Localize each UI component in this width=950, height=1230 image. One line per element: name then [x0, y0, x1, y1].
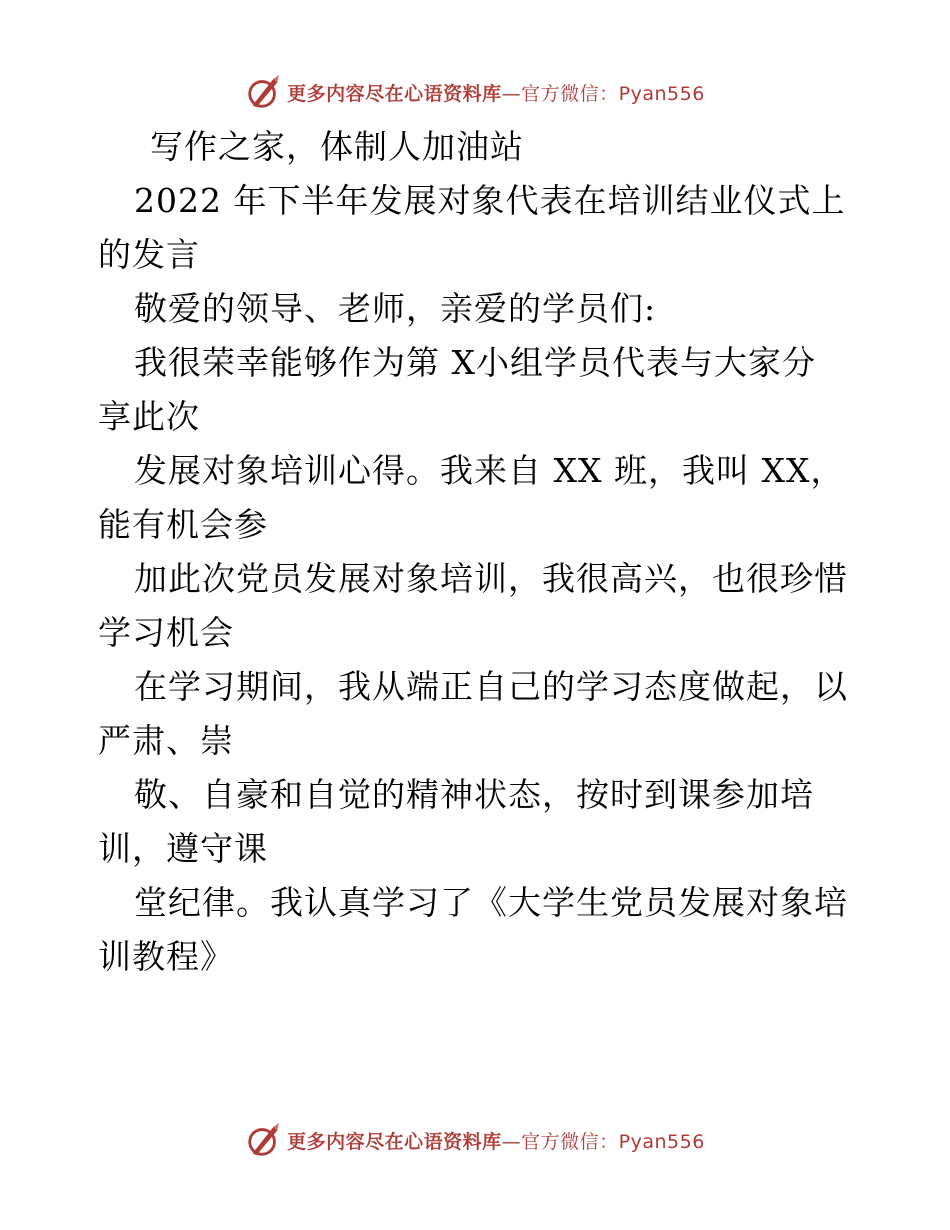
doc-line: 堂纪律。我认真学习了《大学生党员发展对象培 [134, 883, 848, 922]
banner-main-text: 更多内容尽在心语资料库 [287, 1130, 502, 1153]
doc-line: 的发言 [98, 235, 200, 274]
quill-logo-icon [245, 1121, 283, 1159]
doc-line: 在学习期间，我从端正自己的学习态度做起，以 [134, 667, 848, 706]
doc-line: 敬、自豪和自觉的精神状态，按时到课参加培 [134, 775, 814, 814]
banner-text [287, 79, 705, 106]
banner-text [287, 1127, 705, 1154]
doc-line: 学习机会 [98, 613, 234, 652]
header-watermark-banner [0, 70, 950, 114]
doc-line: 写作之家，体制人加油站 [150, 127, 524, 166]
quill-logo-icon [245, 73, 283, 111]
banner-main-text: 更多内容尽在心语资料库 [287, 82, 502, 105]
banner-wechat-text: —官方微信：Pyan556 [501, 1130, 705, 1153]
doc-line: 发展对象培训心得。我来自 XX 班，我叫 XX， [134, 451, 845, 490]
doc-line: 训教程》 [98, 937, 234, 976]
footer-watermark-banner [0, 1118, 950, 1162]
banner-wechat-text: —官方微信：Pyan556 [501, 82, 705, 105]
doc-line: 敬爱的领导、老师，亲爱的学员们: [134, 289, 657, 328]
doc-line: 严肃、崇 [98, 721, 234, 760]
document-body [98, 120, 868, 984]
doc-line: 能有机会参 [98, 505, 268, 544]
doc-line: 训，遵守课 [98, 829, 268, 868]
doc-line: 享此次 [98, 397, 200, 436]
doc-line: 2022 年下半年发展对象代表在培训结业仪式上 [134, 181, 846, 220]
doc-line: 加此次党员发展对象培训，我很高兴，也很珍惜 [134, 559, 848, 598]
doc-line: 我很荣幸能够作为第 X小组学员代表与大家分 [134, 343, 816, 382]
